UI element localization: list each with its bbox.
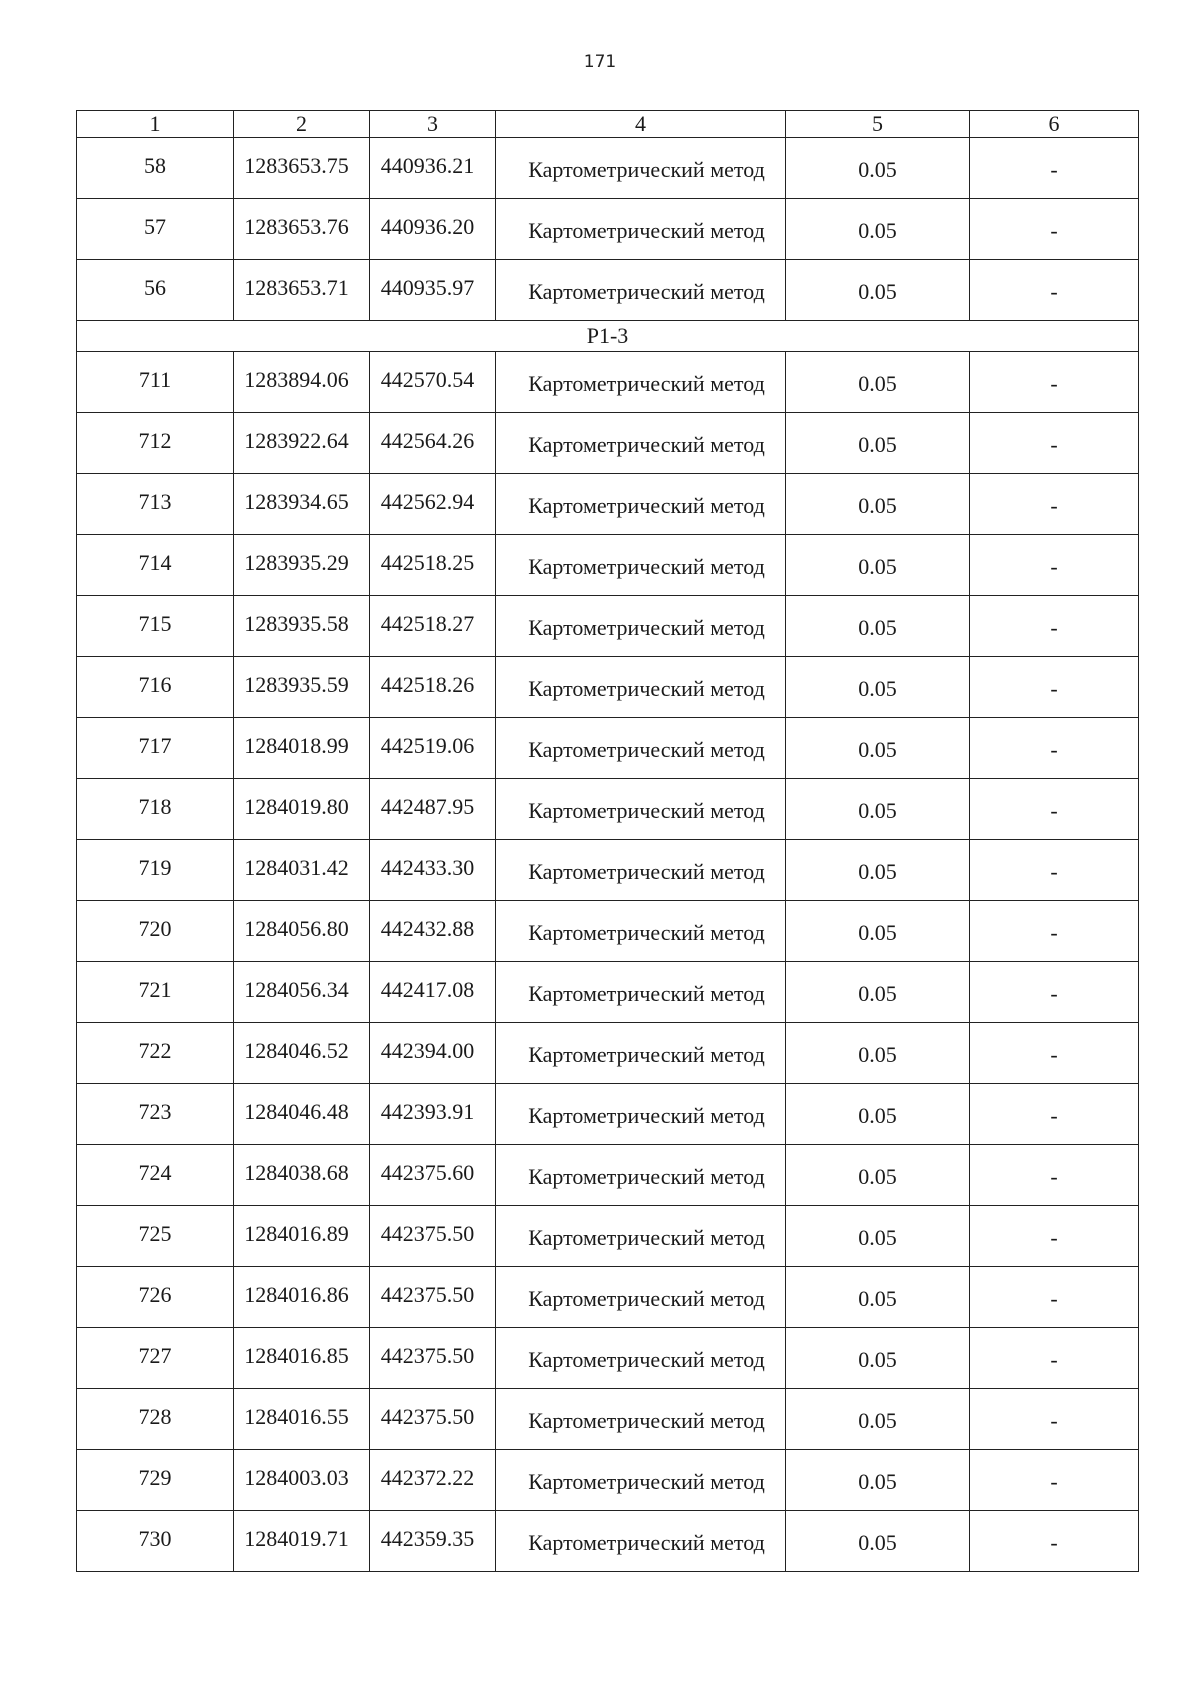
- y-coordinate-cell: 442375.50: [370, 1389, 496, 1450]
- x-coordinate-cell: 1284018.99: [234, 718, 370, 779]
- y-coordinate-cell: 442562.94: [370, 474, 496, 535]
- accuracy-cell: 0.05: [786, 138, 970, 199]
- note-cell: -: [970, 1328, 1139, 1389]
- note-cell: -: [970, 1450, 1139, 1511]
- y-coordinate-cell: 442570.54: [370, 352, 496, 413]
- y-coordinate-cell: 442417.08: [370, 962, 496, 1023]
- note-cell: -: [970, 657, 1139, 718]
- accuracy-cell: 0.05: [786, 1511, 970, 1572]
- accuracy-cell: 0.05: [786, 901, 970, 962]
- x-coordinate-cell: 1284003.03: [234, 1450, 370, 1511]
- column-header: 5: [786, 111, 970, 138]
- table-row: [77, 1145, 1139, 1206]
- note-cell: -: [970, 779, 1139, 840]
- method-cell: Картометрический метод: [496, 1023, 786, 1084]
- point-number-cell: 718: [77, 779, 234, 840]
- accuracy-cell: 0.05: [786, 840, 970, 901]
- accuracy-cell: 0.05: [786, 1328, 970, 1389]
- point-number-cell: 724: [77, 1145, 234, 1206]
- point-number-cell: 720: [77, 901, 234, 962]
- table-row: [77, 138, 1139, 199]
- note-cell: -: [970, 1023, 1139, 1084]
- table-row: [77, 901, 1139, 962]
- y-coordinate-cell: 442372.22: [370, 1450, 496, 1511]
- accuracy-cell: 0.05: [786, 535, 970, 596]
- accuracy-cell: 0.05: [786, 962, 970, 1023]
- y-coordinate-cell: 442393.91: [370, 1084, 496, 1145]
- x-coordinate-cell: 1284016.86: [234, 1267, 370, 1328]
- note-cell: -: [970, 474, 1139, 535]
- table-row: [77, 779, 1139, 840]
- table-row: [77, 1389, 1139, 1450]
- x-coordinate-cell: 1284038.68: [234, 1145, 370, 1206]
- point-number-cell: 56: [77, 260, 234, 321]
- table-body: [77, 138, 1139, 1572]
- point-number-cell: 729: [77, 1450, 234, 1511]
- table-row: [77, 535, 1139, 596]
- table-row: [77, 596, 1139, 657]
- page-number: 171: [583, 52, 617, 72]
- method-cell: Картометрический метод: [496, 260, 786, 321]
- method-cell: Картометрический метод: [496, 1511, 786, 1572]
- method-cell: Картометрический метод: [496, 962, 786, 1023]
- accuracy-cell: 0.05: [786, 596, 970, 657]
- note-cell: -: [970, 1145, 1139, 1206]
- x-coordinate-cell: 1283935.59: [234, 657, 370, 718]
- method-cell: Картометрический метод: [496, 413, 786, 474]
- method-cell: Картометрический метод: [496, 199, 786, 260]
- y-coordinate-cell: 442433.30: [370, 840, 496, 901]
- point-number-cell: 713: [77, 474, 234, 535]
- accuracy-cell: 0.05: [786, 260, 970, 321]
- accuracy-cell: 0.05: [786, 413, 970, 474]
- accuracy-cell: 0.05: [786, 474, 970, 535]
- point-number-cell: 722: [77, 1023, 234, 1084]
- accuracy-cell: 0.05: [786, 657, 970, 718]
- note-cell: -: [970, 840, 1139, 901]
- x-coordinate-cell: 1283935.29: [234, 535, 370, 596]
- method-cell: Картометрический метод: [496, 1450, 786, 1511]
- point-number-cell: 716: [77, 657, 234, 718]
- point-number-cell: 730: [77, 1511, 234, 1572]
- table-row: [77, 1206, 1139, 1267]
- column-header: 2: [234, 111, 370, 138]
- x-coordinate-cell: 1283934.65: [234, 474, 370, 535]
- y-coordinate-cell: 442375.60: [370, 1145, 496, 1206]
- note-cell: -: [970, 352, 1139, 413]
- coordinates-table: [76, 110, 1139, 1572]
- point-number-cell: 712: [77, 413, 234, 474]
- point-number-cell: 717: [77, 718, 234, 779]
- method-cell: Картометрический метод: [496, 352, 786, 413]
- y-coordinate-cell: 442375.50: [370, 1328, 496, 1389]
- method-cell: Картометрический метод: [496, 474, 786, 535]
- column-header: 1: [77, 111, 234, 138]
- table-row: [77, 474, 1139, 535]
- accuracy-cell: 0.05: [786, 718, 970, 779]
- method-cell: Картометрический метод: [496, 1084, 786, 1145]
- table-row: [77, 962, 1139, 1023]
- accuracy-cell: 0.05: [786, 1206, 970, 1267]
- x-coordinate-cell: 1284046.52: [234, 1023, 370, 1084]
- x-coordinate-cell: 1284019.80: [234, 779, 370, 840]
- accuracy-cell: 0.05: [786, 199, 970, 260]
- y-coordinate-cell: 442375.50: [370, 1267, 496, 1328]
- note-cell: -: [970, 1389, 1139, 1450]
- method-cell: Картометрический метод: [496, 718, 786, 779]
- table-row: [77, 840, 1139, 901]
- accuracy-cell: 0.05: [786, 1145, 970, 1206]
- column-header: 4: [496, 111, 786, 138]
- header-row: [77, 111, 1139, 138]
- y-coordinate-cell: 442518.27: [370, 596, 496, 657]
- accuracy-cell: 0.05: [786, 779, 970, 840]
- x-coordinate-cell: 1283653.76: [234, 199, 370, 260]
- x-coordinate-cell: 1284016.85: [234, 1328, 370, 1389]
- method-cell: Картометрический метод: [496, 596, 786, 657]
- column-header: 3: [370, 111, 496, 138]
- section-label: Р1-3: [77, 321, 1139, 352]
- point-number-cell: 728: [77, 1389, 234, 1450]
- y-coordinate-cell: 442518.26: [370, 657, 496, 718]
- table-row: [77, 718, 1139, 779]
- x-coordinate-cell: 1284056.80: [234, 901, 370, 962]
- x-coordinate-cell: 1284046.48: [234, 1084, 370, 1145]
- accuracy-cell: 0.05: [786, 352, 970, 413]
- y-coordinate-cell: 442564.26: [370, 413, 496, 474]
- method-cell: Картометрический метод: [496, 1206, 786, 1267]
- y-coordinate-cell: 442375.50: [370, 1206, 496, 1267]
- note-cell: -: [970, 1206, 1139, 1267]
- point-number-cell: 725: [77, 1206, 234, 1267]
- point-number-cell: 57: [77, 199, 234, 260]
- note-cell: -: [970, 260, 1139, 321]
- method-cell: Картометрический метод: [496, 1267, 786, 1328]
- accuracy-cell: 0.05: [786, 1023, 970, 1084]
- point-number-cell: 721: [77, 962, 234, 1023]
- x-coordinate-cell: 1283935.58: [234, 596, 370, 657]
- note-cell: -: [970, 901, 1139, 962]
- y-coordinate-cell: 442432.88: [370, 901, 496, 962]
- method-cell: Картометрический метод: [496, 840, 786, 901]
- x-coordinate-cell: 1284019.71: [234, 1511, 370, 1572]
- method-cell: Картометрический метод: [496, 779, 786, 840]
- table-header: [77, 111, 1139, 138]
- x-coordinate-cell: 1283653.71: [234, 260, 370, 321]
- note-cell: -: [970, 535, 1139, 596]
- point-number-cell: 58: [77, 138, 234, 199]
- y-coordinate-cell: 442394.00: [370, 1023, 496, 1084]
- x-coordinate-cell: 1283653.75: [234, 138, 370, 199]
- accuracy-cell: 0.05: [786, 1084, 970, 1145]
- point-number-cell: 714: [77, 535, 234, 596]
- note-cell: -: [970, 1084, 1139, 1145]
- section-row: [77, 321, 1139, 352]
- table-row: [77, 1267, 1139, 1328]
- note-cell: -: [970, 962, 1139, 1023]
- point-number-cell: 711: [77, 352, 234, 413]
- y-coordinate-cell: 442487.95: [370, 779, 496, 840]
- note-cell: -: [970, 138, 1139, 199]
- point-number-cell: 727: [77, 1328, 234, 1389]
- note-cell: -: [970, 413, 1139, 474]
- table-row: [77, 1511, 1139, 1572]
- y-coordinate-cell: 440935.97: [370, 260, 496, 321]
- method-cell: Картометрический метод: [496, 138, 786, 199]
- method-cell: Картометрический метод: [496, 657, 786, 718]
- table-row: [77, 352, 1139, 413]
- point-number-cell: 726: [77, 1267, 234, 1328]
- table-row: [77, 1084, 1139, 1145]
- x-coordinate-cell: 1284056.34: [234, 962, 370, 1023]
- accuracy-cell: 0.05: [786, 1389, 970, 1450]
- table-row: [77, 657, 1139, 718]
- point-number-cell: 719: [77, 840, 234, 901]
- y-coordinate-cell: 440936.21: [370, 138, 496, 199]
- method-cell: Картометрический метод: [496, 901, 786, 962]
- method-cell: Картометрический метод: [496, 1389, 786, 1450]
- y-coordinate-cell: 442519.06: [370, 718, 496, 779]
- point-number-cell: 715: [77, 596, 234, 657]
- accuracy-cell: 0.05: [786, 1450, 970, 1511]
- x-coordinate-cell: 1284016.89: [234, 1206, 370, 1267]
- x-coordinate-cell: 1284031.42: [234, 840, 370, 901]
- y-coordinate-cell: 442518.25: [370, 535, 496, 596]
- method-cell: Картометрический метод: [496, 535, 786, 596]
- table-row: [77, 260, 1139, 321]
- x-coordinate-cell: 1283894.06: [234, 352, 370, 413]
- table-row: [77, 199, 1139, 260]
- method-cell: Картометрический метод: [496, 1145, 786, 1206]
- point-number-cell: 723: [77, 1084, 234, 1145]
- column-header: 6: [970, 111, 1139, 138]
- note-cell: -: [970, 596, 1139, 657]
- accuracy-cell: 0.05: [786, 1267, 970, 1328]
- table-row: [77, 1328, 1139, 1389]
- note-cell: -: [970, 1267, 1139, 1328]
- note-cell: -: [970, 199, 1139, 260]
- x-coordinate-cell: 1284016.55: [234, 1389, 370, 1450]
- table-row: [77, 413, 1139, 474]
- note-cell: -: [970, 718, 1139, 779]
- y-coordinate-cell: 440936.20: [370, 199, 496, 260]
- table-row: [77, 1450, 1139, 1511]
- y-coordinate-cell: 442359.35: [370, 1511, 496, 1572]
- x-coordinate-cell: 1283922.64: [234, 413, 370, 474]
- note-cell: -: [970, 1511, 1139, 1572]
- method-cell: Картометрический метод: [496, 1328, 786, 1389]
- table-row: [77, 1023, 1139, 1084]
